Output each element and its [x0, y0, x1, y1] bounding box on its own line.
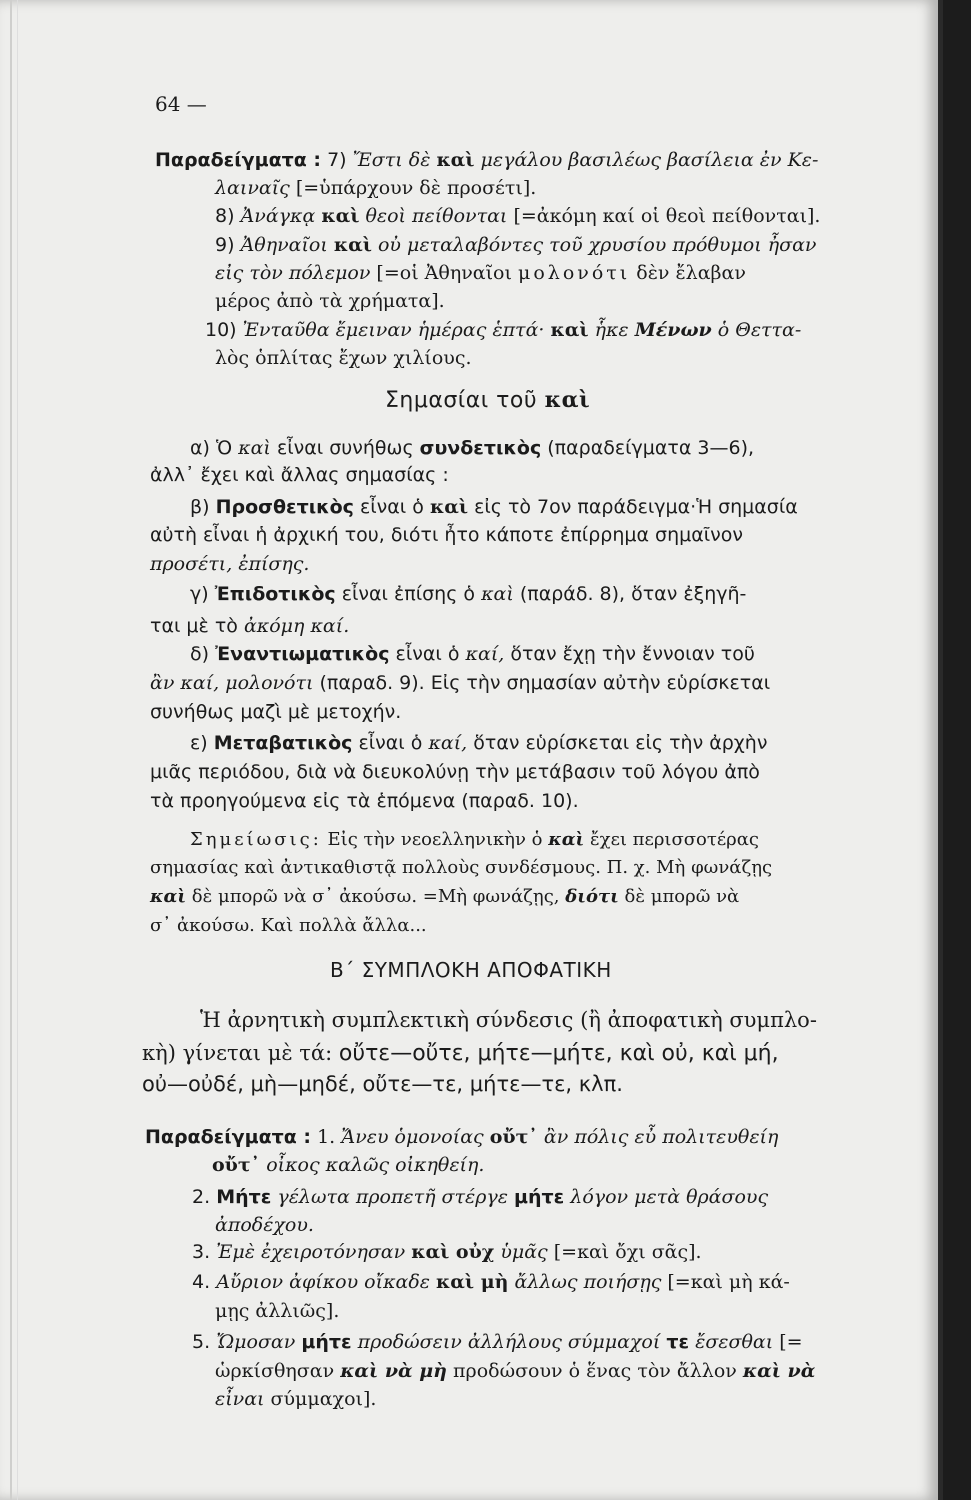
meaning-e-line-1: ε) Μεταβατικὸς εἶναι ὁ καί, ὅταν εὑρίσκεται εἰς τὴν ἀρχὴν — [190, 732, 768, 754]
section-heading-meanings: Σημασίαι τοῦ καὶ — [385, 387, 591, 413]
note-label: Σημείωσις: — [190, 829, 322, 850]
meaning-e-line-3: τὰ προηγούμενα εἰς τὰ ἑπόμενα (παραδ. 10). — [150, 790, 579, 812]
meaning-d-line-2: ἂν καί, μολονότι (παραδ. 9). Εἰς τὴν σημασίαν αὐτὴν εὑρίσκεται — [150, 672, 771, 694]
page-gutter-line — [10, 0, 12, 1500]
example2-5-line-3: εἶναι σύμμαχοι]. — [215, 1388, 377, 1410]
example2-5-line-1: 5. Ὤμοσαν μήτε προδώσειν ἀλλήλους σύμμαχοί τε ἔσεσθαι [= — [192, 1331, 803, 1353]
note-line-2: σημασίας καὶ ἀντικαθιστᾷ πολλοὺς συνδέσμους. Π. χ. Μὴ φωνάζῃς — [150, 857, 773, 878]
examples-label-2: Παραδείγματα : — [145, 1126, 312, 1148]
page-gutter-line-inner — [17, 0, 18, 1500]
example2-2-line-2: ἀποδέχου. — [215, 1214, 314, 1236]
book-edge-shadow — [943, 0, 971, 1500]
meaning-d-line-1: δ) Ἐναντιωματικὸς εἶναι ὁ καί, ὅταν ἔχῃ τὴν ἔννοιαν τοῦ — [190, 643, 755, 665]
page-number: 64 — — [155, 92, 207, 116]
example2-1-line-1: Παραδείγματα : 1. Ἄνευ ὁμονοίας οὔτ᾽ ἂν πόλις εὖ πολιτευθείη — [145, 1126, 779, 1148]
meaning-b-line-3: προσέτι, ἐπίσης. — [150, 553, 310, 575]
meaning-b-line-1: β) Προσθετικὸς εἶναι ὁ καὶ εἰς τὸ 7ον παράδειγμα·Ἡ σημασία — [190, 496, 798, 518]
meaning-d-line-3: συνήθως μαζὶ μὲ μετοχήν. — [150, 701, 402, 723]
note-line-3: καὶ δὲ μπορῶ νὰ σ᾽ ἀκούσω. =Μὴ φωνάζῃς, διότι δὲ μπορῶ νὰ — [150, 886, 740, 907]
section-heading-negative-conjunction: Β΄ ΣΥΜΠΛΟΚΗ ΑΠΟΦΑΤΙΚΗ — [330, 958, 612, 982]
meaning-e-line-2: μιᾶς περιόδου, διὰ νὰ διευκολύνῃ τὴν μετάβασιν τοῦ λόγου ἀπὸ — [150, 761, 760, 783]
example2-4-line-2: μῃς ἀλλιῶς]. — [215, 1300, 340, 1322]
example-9-line-1: 9) Ἀθηναῖοι καὶ οὐ μεταλαβόντες τοῦ χρυσίου πρόθυμοι ἦσαν — [215, 234, 817, 256]
intro-line-1: Ἡ ἀρνητικὴ συμπλεκτικὴ σύνδεσις (ἢ ἀποφατικὴ συμπλο- — [200, 1008, 817, 1032]
example-9-line-3: μέρος ἀπὸ τὰ χρήματα]. — [215, 290, 445, 312]
example2-3: 3. Ἐμὲ ἐχειροτόνησαν καὶ οὐχ ὑμᾶς [=καὶ ὄχι σᾶς]. — [192, 1241, 702, 1263]
example-9-line-2: εἰς τὸν πόλεμον [=οἱ Ἀθηναῖοι μολονότι δὲν ἔλαβαν — [215, 262, 746, 284]
example-10-line-1: 10) Ἐνταῦθα ἔμειναν ἡμέρας ἑπτά· καὶ ἧκε Μένων ὁ Θεττα- — [205, 319, 802, 341]
meaning-c-line-2: ται μὲ τὸ ἀκόμη καί. — [150, 615, 350, 637]
example2-4-line-1: 4. Αὔριον ἀφίκου οἴκαδε καὶ μὴ ἄλλως ποιήσῃς [=καὶ μὴ κά- — [192, 1271, 790, 1293]
meaning-a-line-1: α) Ὁ καὶ εἶναι συνήθως συνδετικὸς (παραδείγματα 3—6), — [190, 437, 755, 459]
intro-line-3: οὐ—οὐδέ, μὴ—μηδέ, οὔτε—τε, μήτε—τε, κλπ. — [142, 1072, 623, 1096]
example2-1-line-2: οὔτ᾽ οἶκος καλῶς οἰκηθείη. — [212, 1154, 485, 1176]
intro-line-2: κὴ) γίνεται μὲ τά: οὔτε—οὔτε, μήτε—μήτε, καὶ οὐ, καὶ μή, — [142, 1041, 779, 1066]
note-line-4: σ᾽ ἀκούσω. Καὶ πολλὰ ἄλλα... — [150, 915, 427, 936]
example-10-line-2: λὸς ὁπλίτας ἔχων χιλίους. — [215, 347, 472, 369]
example2-2-line-1: 2. Μήτε γέλωτα προπετῆ στέργε μήτε λόγον μετὰ θράσους — [192, 1186, 769, 1208]
example-7-line-1: Παραδείγματα : 7) Ἔστι δὲ καὶ μεγάλου βασιλέως βασίλεια ἐν Κε- — [155, 149, 819, 171]
example2-5-line-2: ὡρκίσθησαν καὶ νὰ μὴ προδώσουν ὁ ἕνας τὸν ἄλλον καὶ νὰ — [215, 1360, 816, 1382]
note-line-1: Σημείωσις: Εἰς τὴν νεοελληνικὴν ὁ καὶ ἔχει περισσοτέρας — [190, 829, 759, 850]
meaning-a-line-2: ἀλλ᾽ ἔχει καὶ ἄλλας σημασίας : — [150, 464, 449, 486]
examples-label: Παραδείγματα : — [155, 149, 322, 171]
example-7-line-2: λαιναῖς [=ὑπάρχουν δὲ προσέτι]. — [215, 177, 537, 199]
meaning-c-line-1: γ) Ἐπιδοτικὸς εἶναι ἐπίσης ὁ καὶ (παράδ. 8), ὅταν ἐξηγῆ- — [190, 583, 747, 605]
example-8: 8) Ἀνάγκᾳ καὶ θεοὶ πείθονται [=ἀκόμη καί οἱ θεοὶ πείθονται]. — [215, 205, 821, 227]
meaning-b-line-2: αὐτὴ εἶναι ἡ ἀρχική του, διότι ἦτο κάποτε ἐπίρρημα σημαῖνον — [150, 524, 744, 546]
